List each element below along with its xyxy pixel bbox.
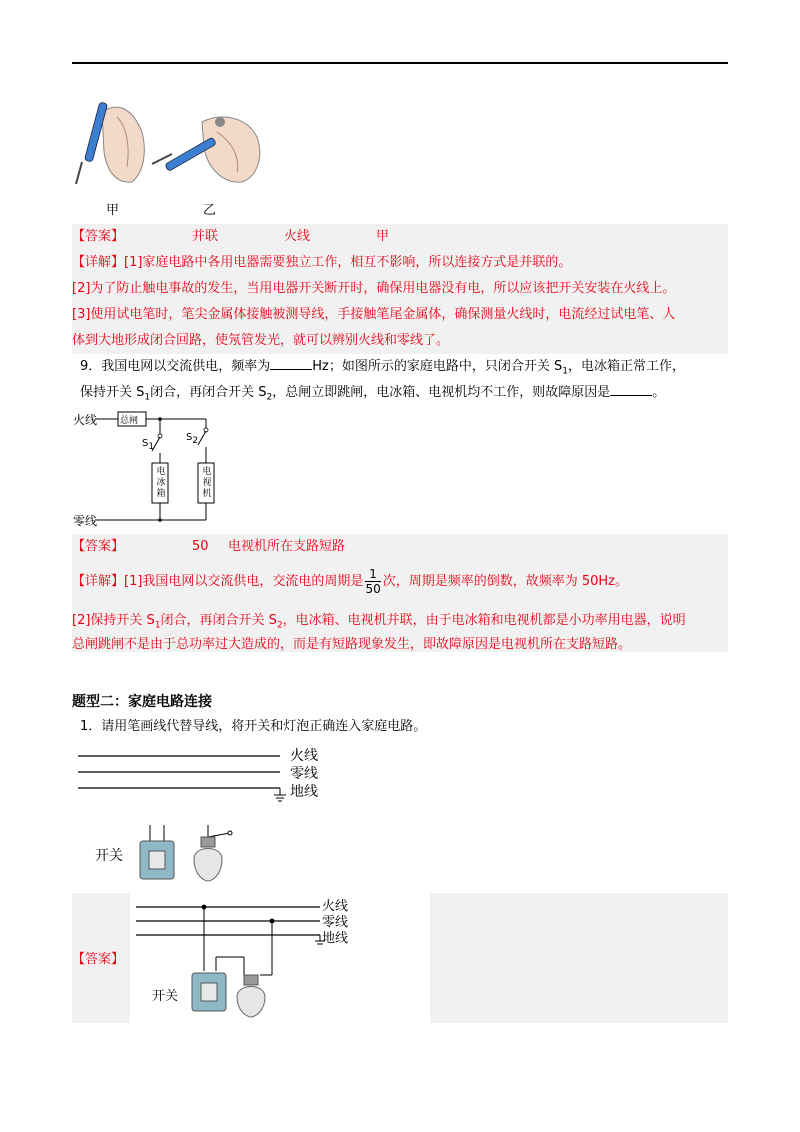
detail-line: [2]保持开关 $S_1$闭合，再闭合开关 $S_2$，电冰箱、电视机并联，由于电冰箱和电视机都是小功率用电器，说明 [72,613,686,631]
blank-frequency[interactable] [270,355,312,370]
detail-tag: 【详解】 [72,574,125,589]
q9-answer-box: 【答案】 50 电视机所在支路短路 【详解】[1]我国电网以交流供电，交流电的周期是 $\frac{1}{50}$ 次，周期是频率的倒数，故频率为 50Hz。 [2]保持开关 $S_1$闭合，再闭合开关 $S_2$，电冰箱、电视机并联，由于电冰箱和电视机都是小功率用电器，说明 总闸跳闸不是由于总功率过大造成的，而是有短路现象发生，即故障原因是电视机所在支路短路。 [72,534,728,652]
bulb-base [244,975,258,985]
wiring-answer-box [72,893,728,1023]
tv-label: 电 视 机 [202,467,212,499]
detail-tag: 【详解】 [72,255,125,270]
section-title: 题型二：家庭电路连接 [72,694,212,710]
answer-value: 甲 [376,229,390,244]
fridge-label: 电 冰 箱 [156,467,166,499]
detail-line: [1]家庭电路中各用电器需要独立工作，相互不影响，所以连接方式是并联的。 [124,255,572,270]
live-label: 火线 [322,899,349,914]
q9-line-2: 保持开关 $S_1$闭合，再闭合开关 $S_2$，总闸立即跳闸，电冰箱、电视机均不工作，则故障原因是 。 [80,380,665,411]
s1-label: $S_1$ [142,438,155,452]
detail-line: [2]为了防止触电事故的发生，当用电器开关断开时，确保用电器没有电，所以应该把开关安装在火线上。 [72,281,676,296]
header-rule [72,62,728,64]
answer-value: 电视机所在支路短路 [228,539,346,554]
answer-tag: 【答案】 [72,539,125,554]
s2-label: $S_2$ [186,432,199,446]
live-label: 火线 [290,748,318,764]
question-1: 1．请用笔画线代替导线，将开关和灯泡正确连入家庭电路。 [80,719,427,734]
switch-label: 开关 [152,989,179,1004]
figure-label-b: 乙 [203,203,217,218]
detail-line: 总闸跳闸不是由于总功率过大造成的，而是有短路现象发生，即故障原因是电视机所在支路短路。 [72,637,632,652]
bulb-icon [194,849,222,882]
answer-value: 并联 [192,229,219,244]
detail-line: 体到大地形成闭合回路，使氖管发光，就可以辨别火线和零线了。 [72,333,450,348]
figure-label-a: 甲 [106,203,120,218]
switch-s2 [198,431,206,445]
switch-label: 开关 [95,848,123,864]
main-switch-label: 总闸 [120,416,139,426]
ground-label: 地线 [290,784,318,800]
detail-line: [3]使用试电笔时，笔尖金属体接触被测导线，手接触笔尾金属体，确保测量火线时，电流经过试电笔、人 [72,307,676,322]
live-wire-label: 火线 [73,413,98,427]
hand-b-icon [152,117,260,182]
answer-tag: 【答案】 [72,952,125,967]
q8-answer-box [72,224,728,354]
ground-label: 地线 [322,931,349,946]
bulb-base [201,837,215,847]
answer-value: 50 [192,539,209,554]
neutral-wire-label: 零线 [73,514,98,528]
neutral-label: 零线 [322,915,349,930]
hand-a-icon [76,102,144,184]
q9-line-1: 9．我国电网以交流供电，频率为 Hz；如图所示的家庭电路中，只闭合开关 $S_1$，电冰箱正常工作， [80,354,685,385]
answer-tag: 【答案】 [72,229,125,244]
answer-value: 火线 [284,229,311,244]
fraction: $\frac{1}{50}$ [365,567,381,596]
blank-fault[interactable] [610,381,652,396]
neutral-label: 零线 [290,766,318,782]
test-pen-illustration [72,92,282,197]
